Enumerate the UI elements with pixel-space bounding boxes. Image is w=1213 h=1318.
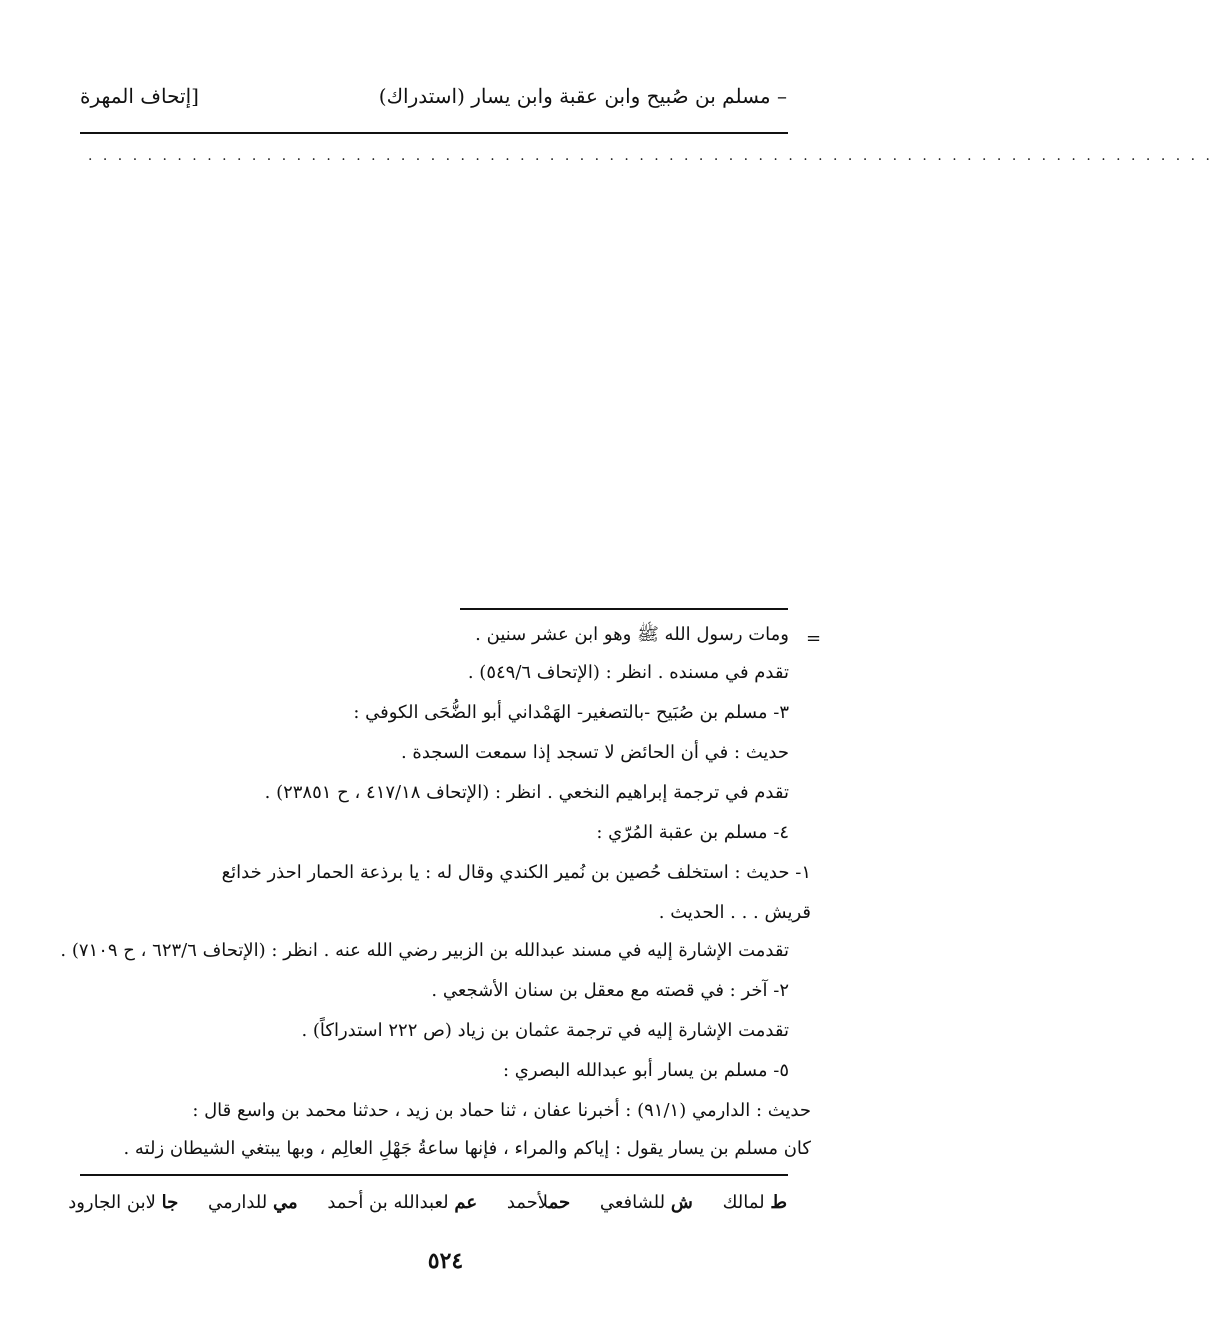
sigla-legend (68, 1192, 787, 1213)
siglum-shafii: ش للشافعي (599, 1192, 693, 1213)
siglum-ahmad: حملأحمد (506, 1192, 571, 1213)
book-title: [إتحاف المهرة (80, 84, 199, 108)
page-number: ٥٢٤ (427, 1248, 464, 1274)
siglum-abdullah: عم لعبدالله بن أحمد (327, 1192, 478, 1213)
ellipsis-dots: · · · · · · · · · · · · · · · · · · · · · · · · · · · · · · · · · · · · · · · · · · · · · · · · · · · · · · · · · · · · · · · · · · · · · · · · · · · · (88, 152, 1213, 168)
footnote-line: كان مسلم بن يسار يقول : إياكم والمراء ، فإنها ساعةُ جَهْلِ العالِم ، وبها يبتغي الشيطان زلته . (123, 1138, 811, 1159)
header-rule (80, 132, 788, 134)
footnote-line: قريش . . . الحديث . (658, 902, 811, 923)
running-title: – مسلم بن صُبيح وابن عقبة وابن يسار (استدراك) (378, 84, 787, 108)
siglum-malik: ط لمالك (722, 1192, 787, 1213)
footnote-line: تقدمت الإشارة إليه في مسند عبدالله بن الزبير رضي الله عنه . انظر : (الإتحاف ٦٢٣/٦ ، ح ٧١٠٩) . (60, 940, 789, 961)
footnote-line: ٢- آخر : في قصته مع معقل بن سنان الأشجعي . (431, 980, 789, 1001)
footnote-line: ٥- مسلم بن يسار أبو عبدالله البصري : (502, 1060, 789, 1081)
footnote-line: حديث : الدارمي (٩١/١) : أخبرنا عفان ، ثنا حماد بن زيد ، حدثنا محمد بن واسع قال : (192, 1100, 811, 1121)
footnote-line: ١- حديث : استخلف حُصين بن نُمير الكندي وقال له : يا برذعة الحمار احذر خدائع (221, 862, 811, 883)
footnote-line: ٣- مسلم بن صُبَيح -بالتصغير- الهَمْداني أبو الضُّحَى الكوفي : (353, 702, 789, 723)
footnote-line: ومات رسول الله ﷺ وهو ابن عشر سنين . (475, 624, 789, 645)
footnote-line: تقدم في ترجمة إبراهيم النخعي . انظر : (الإتحاف ٤١٧/١٨ ، ح ٢٣٨٥١) . (264, 782, 789, 803)
sigla-rule (80, 1174, 788, 1176)
footnote-line: حديث : في أن الحائض لا تسجد إذا سمعت السجدة . (400, 742, 789, 763)
footnote-line: تقدم في مسنده . انظر : (الإتحاف ٥٤٩/٦) . (467, 662, 789, 683)
footnote-line: ٤- مسلم بن عقبة المُرّي : (596, 822, 789, 843)
siglum-darimi: مي للدارمي (207, 1192, 298, 1213)
siglum-jarud: جا لابن الجارود (68, 1192, 179, 1213)
footnote-separator (460, 608, 788, 610)
continuation-mark: = (806, 628, 822, 649)
footnote-line: تقدمت الإشارة إليه في ترجمة عثمان بن زياد (ص ٢٢٢ استدراكاً) . (301, 1020, 789, 1041)
